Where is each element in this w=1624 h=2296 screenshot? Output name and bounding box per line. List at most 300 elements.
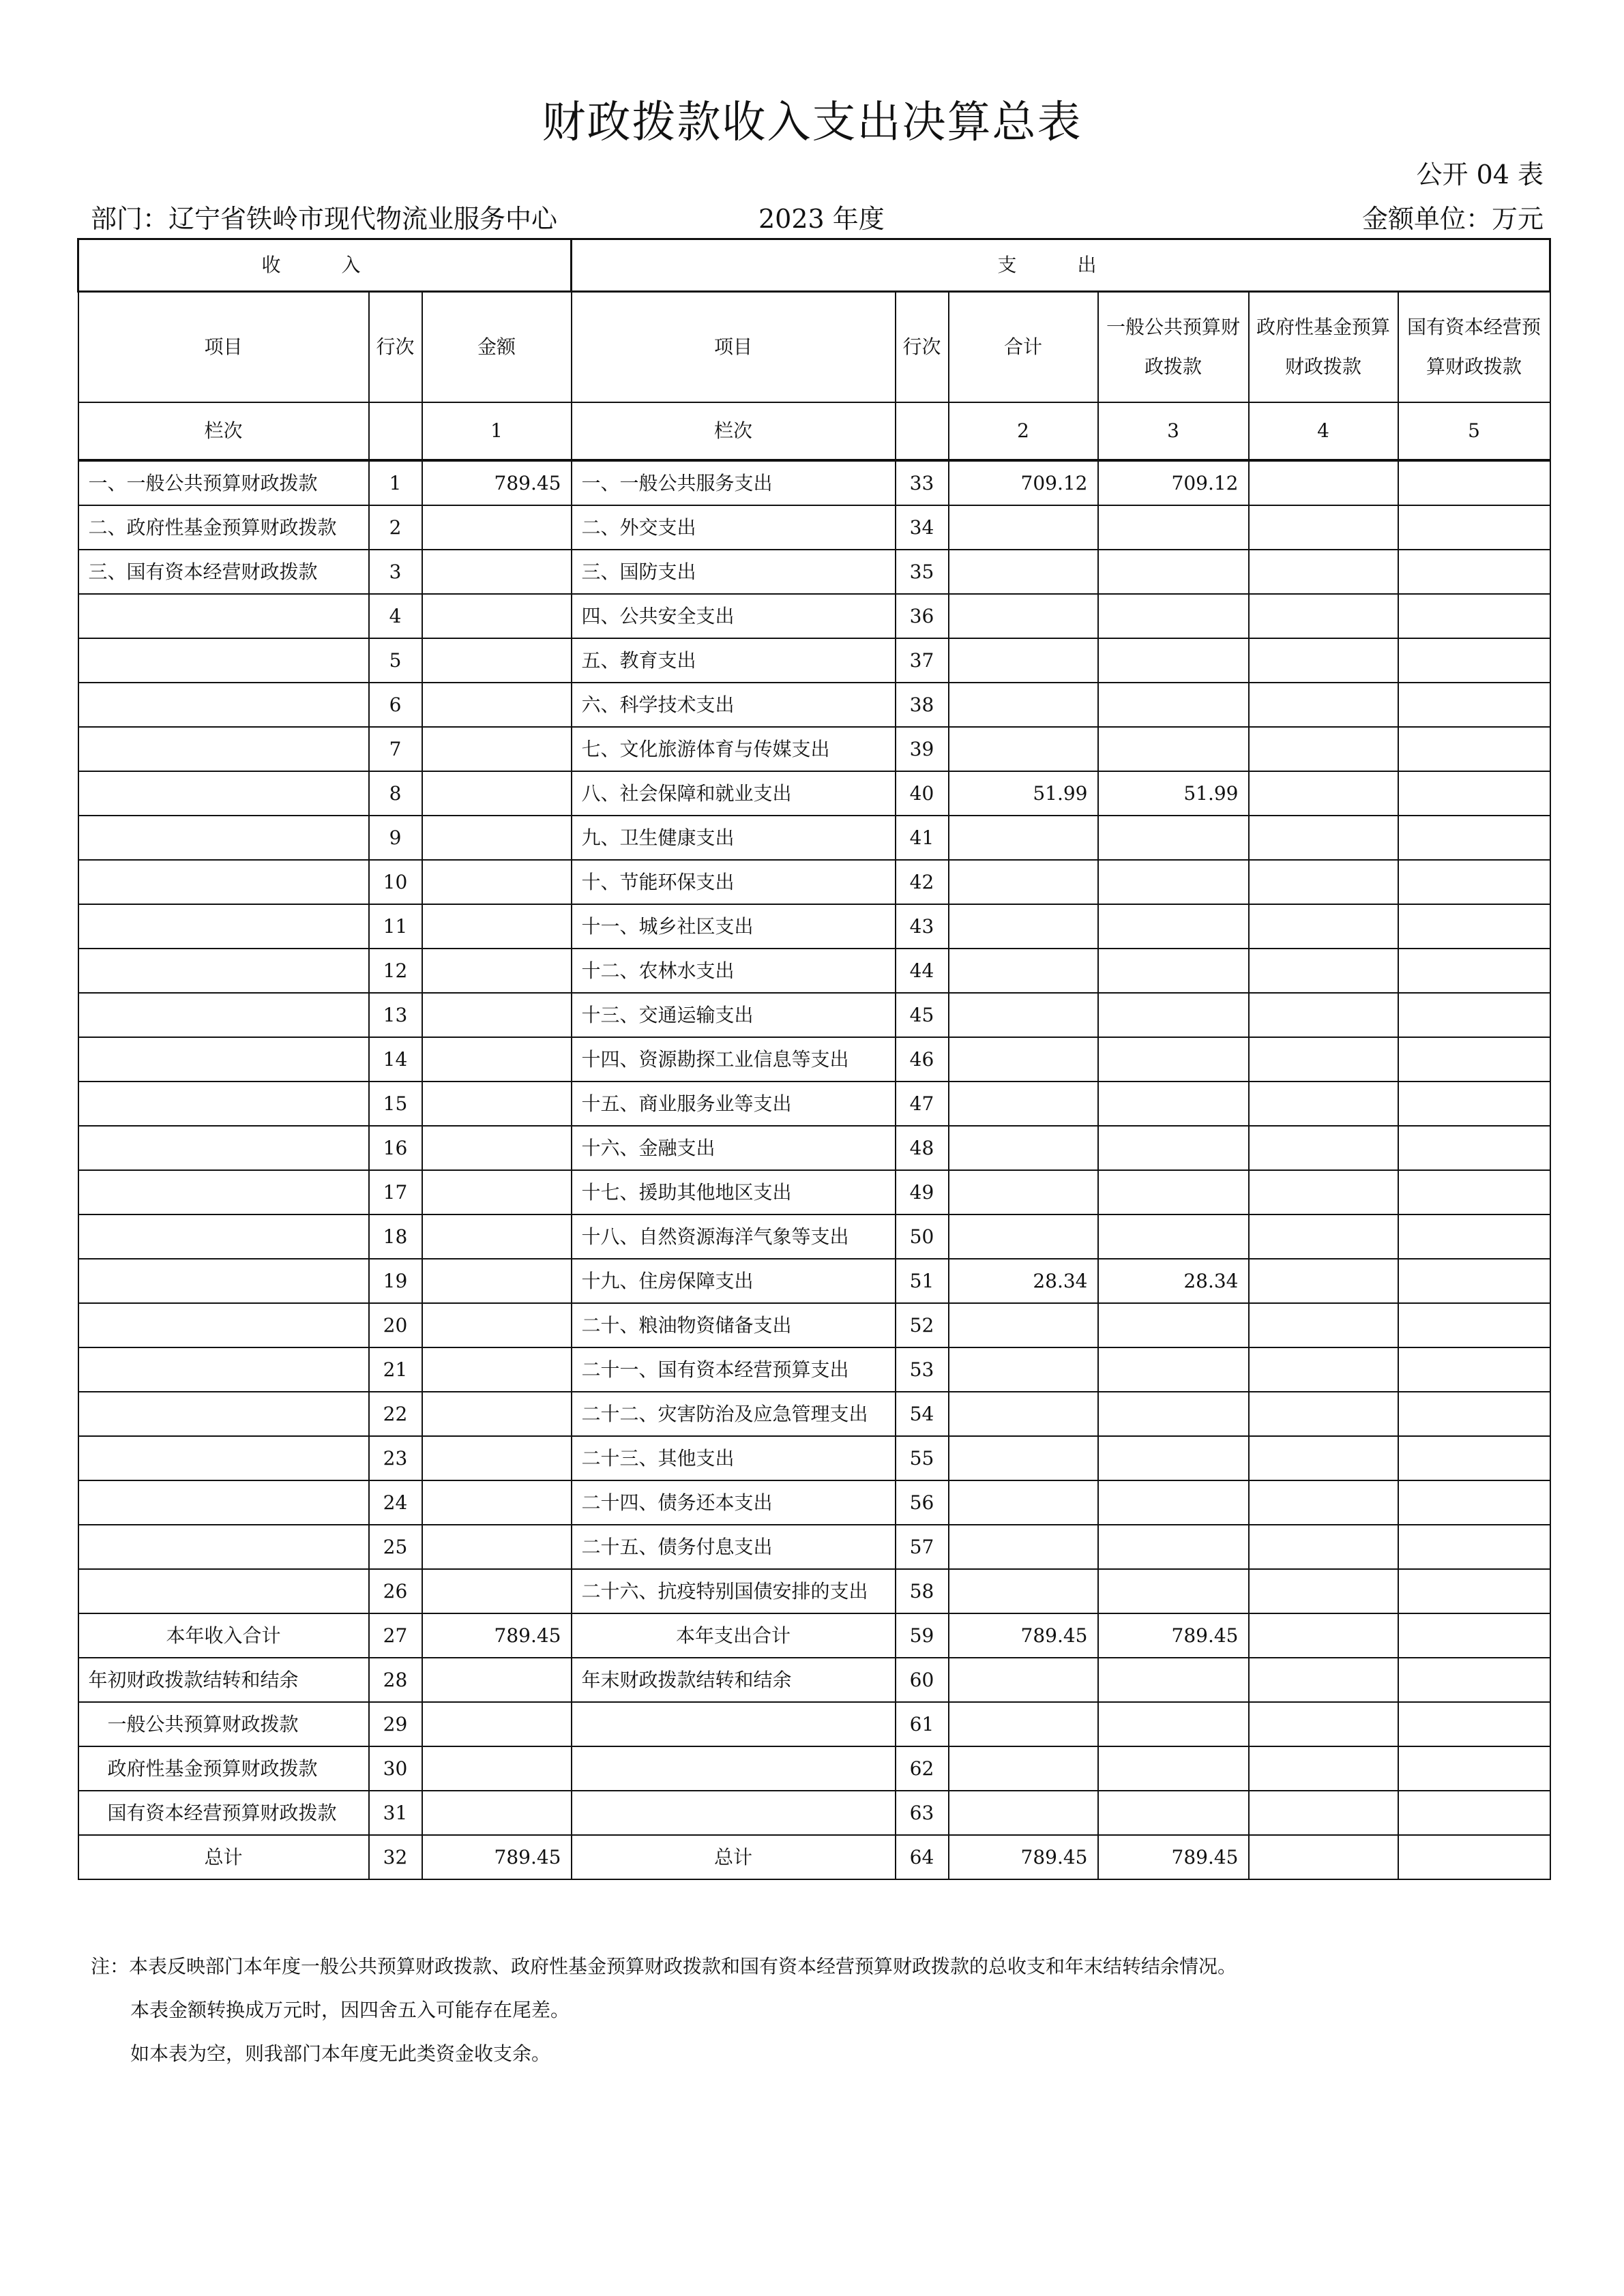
fund-budget-amount [1249,1746,1398,1791]
fund-budget-amount [1249,683,1398,727]
general-budget-amount [1098,638,1249,683]
fund-budget-amount [1249,638,1398,683]
page-title: 财政拨款收入支出决算总表 [542,98,1082,148]
header-income-amount: 金额 [422,292,572,403]
income-item: 总计 [78,1835,369,1879]
state-capital-amount [1398,1702,1550,1746]
expense-total [949,1037,1098,1082]
income-row-no: 15 [369,1082,422,1126]
income-row-no: 13 [369,993,422,1037]
expense-total [949,727,1098,771]
table-row [78,904,1550,949]
fund-budget-amount [1249,594,1398,638]
expense-row-no: 39 [896,727,949,771]
income-amount [422,1259,572,1303]
expense-item: 十三、交通运输支出 [572,993,896,1037]
income-item: 年初财政拨款结转和结余 [78,1658,369,1702]
expense-item: 十七、援助其他地区支出 [572,1170,896,1214]
header-total: 合计 [949,292,1098,403]
fund-budget-amount [1249,1082,1398,1126]
expense-item: 年末财政拨款结转和结余 [572,1658,896,1702]
fund-budget-amount [1249,993,1398,1037]
state-capital-amount [1398,505,1550,550]
expense-row-no: 40 [896,771,949,816]
income-amount [422,1037,572,1082]
expense-item: 本年支出合计 [572,1613,896,1658]
expense-row-no: 38 [896,683,949,727]
expense-item: 二十五、债务付息支出 [572,1525,896,1569]
expense-row-no: 36 [896,594,949,638]
expense-item: 二十、粮油物资储备支出 [572,1303,896,1347]
income-row-no: 31 [369,1791,422,1835]
state-capital-amount [1398,816,1550,860]
table-row [78,1569,1550,1613]
income-amount: 789.45 [422,1835,572,1879]
income-item [78,1170,369,1214]
state-capital-amount [1398,993,1550,1037]
fund-budget-amount [1249,1835,1398,1879]
state-capital-amount [1398,1436,1550,1480]
general-budget-amount [1098,594,1249,638]
expense-total [949,1170,1098,1214]
expense-total [949,1702,1098,1746]
expense-item: 二十二、灾害防治及应急管理支出 [572,1392,896,1436]
state-capital-amount [1398,904,1550,949]
table-row [78,816,1550,860]
table-row [78,638,1550,683]
income-amount [422,1702,572,1746]
expense-total [949,904,1098,949]
expense-total: 789.45 [949,1835,1098,1879]
income-item [78,1569,369,1613]
expense-row-no: 35 [896,550,949,594]
expense-total [949,1791,1098,1835]
expense-item [572,1746,896,1791]
header-state-capital: 国有资本经营预算财政拨款 [1398,292,1550,403]
income-row-no: 22 [369,1392,422,1436]
fund-budget-amount [1249,949,1398,993]
fund-budget-amount [1249,1259,1398,1303]
state-capital-amount [1398,949,1550,993]
income-item: 二、政府性基金预算财政拨款 [78,505,369,550]
expense-total [949,594,1098,638]
general-budget-amount [1098,1347,1249,1392]
income-row-no: 7 [369,727,422,771]
general-budget-amount [1098,550,1249,594]
expense-item: 总计 [572,1835,896,1879]
expense-total [949,505,1098,550]
income-amount [422,860,572,904]
section-header-row [78,239,1550,292]
general-budget-amount [1098,1746,1249,1791]
income-amount [422,1170,572,1214]
table-row [78,1480,1550,1525]
col-number-3: 3 [1098,402,1249,460]
col-label-left: 栏次 [78,402,369,460]
column-header-row [78,292,1550,403]
expense-total [949,1525,1098,1569]
income-item [78,1303,369,1347]
general-budget-amount [1098,993,1249,1037]
table-row [78,505,1550,550]
expense-item: 八、社会保障和就业支出 [572,771,896,816]
table-row [78,1126,1550,1170]
expense-total [949,1436,1098,1480]
table-row [78,594,1550,638]
table-row [78,1436,1550,1480]
state-capital-amount [1398,1613,1550,1658]
col-number-5: 5 [1398,402,1550,460]
general-budget-amount [1098,860,1249,904]
expense-row-no: 43 [896,904,949,949]
income-row-no: 2 [369,505,422,550]
income-row-no: 28 [369,1658,422,1702]
fund-budget-amount [1249,816,1398,860]
income-amount [422,816,572,860]
table-row [78,1525,1550,1569]
income-amount [422,683,572,727]
fund-budget-amount [1249,1658,1398,1702]
income-item: 国有资本经营预算财政拨款 [78,1791,369,1835]
state-capital-amount [1398,683,1550,727]
table-row [78,1392,1550,1436]
expense-item: 十六、金融支出 [572,1126,896,1170]
expense-item: 十八、自然资源海洋气象等支出 [572,1214,896,1259]
expense-total [949,1569,1098,1613]
general-budget-amount [1098,1126,1249,1170]
general-budget-amount [1098,1658,1249,1702]
table-row [78,1746,1550,1791]
footnotes [91,1945,1237,2076]
income-amount: 789.45 [422,1613,572,1658]
income-item [78,638,369,683]
income-item [78,1525,369,1569]
income-amount [422,1525,572,1569]
income-item: 一般公共预算财政拨款 [78,1702,369,1746]
income-row-no: 1 [369,460,422,505]
table-row [78,1613,1550,1658]
income-item [78,1392,369,1436]
expense-total [949,1082,1098,1126]
note-line: 本表金额转换成万元时，因四舍五入可能存在尾差。 [130,1999,570,2021]
state-capital-amount [1398,1658,1550,1702]
general-budget-amount: 789.45 [1098,1835,1249,1879]
income-amount [422,1746,572,1791]
expense-total [949,638,1098,683]
expense-row-no: 55 [896,1436,949,1480]
income-row-no: 5 [369,638,422,683]
income-item [78,1082,369,1126]
header-expense-item: 项目 [572,292,896,403]
income-row-no: 18 [369,1214,422,1259]
income-row-no: 24 [369,1480,422,1525]
income-item [78,1480,369,1525]
income-row-no: 9 [369,816,422,860]
income-row-no: 10 [369,860,422,904]
general-budget-amount: 709.12 [1098,460,1249,505]
expense-total [949,1303,1098,1347]
expense-total [949,1392,1098,1436]
general-budget-amount [1098,683,1249,727]
fund-budget-amount [1249,1569,1398,1613]
expense-item: 十、节能环保支出 [572,860,896,904]
income-amount [422,1436,572,1480]
income-item: 一、一般公共预算财政拨款 [78,460,369,505]
table-row [78,949,1550,993]
income-item [78,594,369,638]
general-budget-amount [1098,727,1249,771]
header-fund-budget: 政府性基金预算财政拨款 [1249,292,1398,403]
expense-item: 一、一般公共服务支出 [572,460,896,505]
income-amount [422,1480,572,1525]
table-row [78,1702,1550,1746]
general-budget-amount [1098,1791,1249,1835]
income-item: 本年收入合计 [78,1613,369,1658]
expense-row-no: 51 [896,1259,949,1303]
department-label: 部门：辽宁省铁岭市现代物流业服务中心 [91,204,558,234]
expense-total [949,993,1098,1037]
note-line: 如本表为空，则我部门本年度无此类资金收支余。 [130,2042,551,2065]
state-capital-amount [1398,1480,1550,1525]
income-row-no: 27 [369,1613,422,1658]
fund-budget-amount [1249,1702,1398,1746]
income-amount [422,594,572,638]
state-capital-amount [1398,1525,1550,1569]
income-item [78,1259,369,1303]
state-capital-amount [1398,860,1550,904]
state-capital-amount [1398,460,1550,505]
expense-row-no: 58 [896,1569,949,1613]
expense-row-no: 47 [896,1082,949,1126]
income-row-no: 4 [369,594,422,638]
expense-row-no: 49 [896,1170,949,1214]
section-expense: 支 出 [572,239,1550,292]
fund-budget-amount [1249,1303,1398,1347]
income-amount [422,1126,572,1170]
table-row [78,727,1550,771]
expense-total [949,683,1098,727]
income-row-no: 6 [369,683,422,727]
table-row [78,1658,1550,1702]
income-item: 三、国有资本经营财政拨款 [78,550,369,594]
state-capital-amount [1398,1835,1550,1879]
state-capital-amount [1398,1126,1550,1170]
fund-budget-amount [1249,1480,1398,1525]
expense-total [949,1126,1098,1170]
income-item [78,727,369,771]
col-number-2: 2 [949,402,1098,460]
expense-total [949,1214,1098,1259]
note-line: 注：本表反映部门本年度一般公共预算财政拨款、政府性基金预算财政拨款和国有资本经营预算财政拨款的总收支和年末结转结余情况。 [91,1955,1237,1978]
income-amount [422,1303,572,1347]
income-amount [422,505,572,550]
income-item [78,816,369,860]
table-row [78,1170,1550,1214]
fund-budget-amount [1249,460,1398,505]
fund-budget-amount [1249,1170,1398,1214]
general-budget-amount [1098,1569,1249,1613]
income-row-no: 16 [369,1126,422,1170]
income-amount [422,1658,572,1702]
expense-total [949,1480,1098,1525]
income-row-no: 30 [369,1746,422,1791]
col-blank [896,402,949,460]
fund-budget-amount [1249,1037,1398,1082]
income-row-no: 32 [369,1835,422,1879]
fund-budget-amount [1249,860,1398,904]
table-row [78,1791,1550,1835]
fund-budget-amount [1249,1791,1398,1835]
col-blank [369,402,422,460]
income-row-no: 20 [369,1303,422,1347]
income-amount [422,727,572,771]
expense-total [949,1658,1098,1702]
income-item [78,860,369,904]
income-amount [422,1392,572,1436]
income-row-no: 21 [369,1347,422,1392]
income-row-no: 29 [369,1702,422,1746]
income-amount [422,1569,572,1613]
income-item [78,904,369,949]
expense-row-no: 41 [896,816,949,860]
income-amount [422,993,572,1037]
income-item [78,1347,369,1392]
fund-budget-amount [1249,1613,1398,1658]
income-row-no: 8 [369,771,422,816]
general-budget-amount [1098,1303,1249,1347]
expense-row-no: 57 [896,1525,949,1569]
state-capital-amount [1398,594,1550,638]
fund-budget-amount [1249,505,1398,550]
expense-item: 十二、农林水支出 [572,949,896,993]
expense-row-no: 63 [896,1791,949,1835]
expense-total: 51.99 [949,771,1098,816]
general-budget-amount [1098,904,1249,949]
general-budget-amount: 51.99 [1098,771,1249,816]
expense-item: 十九、住房保障支出 [572,1259,896,1303]
expense-row-no: 37 [896,638,949,683]
fund-budget-amount [1249,1126,1398,1170]
table-row [78,771,1550,816]
expense-total [949,860,1098,904]
expense-row-no: 33 [896,460,949,505]
income-amount [422,1347,572,1392]
income-row-no: 25 [369,1525,422,1569]
expense-item: 二十四、债务还本支出 [572,1480,896,1525]
expense-total [949,949,1098,993]
income-amount [422,1214,572,1259]
header-income-item: 项目 [78,292,369,403]
income-item [78,1126,369,1170]
section-income: 收 入 [78,239,572,292]
income-item [78,1214,369,1259]
income-row-no: 14 [369,1037,422,1082]
general-budget-amount [1098,949,1249,993]
income-row-no: 23 [369,1436,422,1480]
income-row-no: 26 [369,1569,422,1613]
general-budget-amount [1098,1525,1249,1569]
table-row [78,683,1550,727]
income-row-no: 12 [369,949,422,993]
state-capital-amount [1398,1791,1550,1835]
expense-item: 二、外交支出 [572,505,896,550]
expense-total [949,550,1098,594]
expense-row-no: 59 [896,1613,949,1658]
fund-budget-amount [1249,727,1398,771]
fiscal-summary-table [77,238,1551,1880]
expense-total [949,1746,1098,1791]
income-amount [422,1082,572,1126]
income-amount [422,550,572,594]
state-capital-amount [1398,1259,1550,1303]
income-row-no: 11 [369,904,422,949]
header-expense-row-no: 行次 [896,292,949,403]
general-budget-amount [1098,1702,1249,1746]
state-capital-amount [1398,1037,1550,1082]
expense-item [572,1702,896,1746]
income-amount [422,949,572,993]
income-amount [422,638,572,683]
expense-item: 十四、资源勘探工业信息等支出 [572,1037,896,1082]
table-row [78,460,1550,505]
expense-item: 九、卫生健康支出 [572,816,896,860]
col-number-1: 1 [422,402,572,460]
expense-item: 十一、城乡社区支出 [572,904,896,949]
general-budget-amount [1098,1082,1249,1126]
fund-budget-amount [1249,550,1398,594]
form-number: 公开 04 表 [1416,160,1544,190]
table-row [78,1347,1550,1392]
expense-item: 五、教育支出 [572,638,896,683]
expense-row-no: 53 [896,1347,949,1392]
column-number-row [78,402,1550,460]
table-row [78,993,1550,1037]
state-capital-amount [1398,1214,1550,1259]
expense-total: 789.45 [949,1613,1098,1658]
income-row-no: 3 [369,550,422,594]
expense-row-no: 34 [896,505,949,550]
table-row [78,1303,1550,1347]
income-item: 政府性基金预算财政拨款 [78,1746,369,1791]
state-capital-amount [1398,1303,1550,1347]
expense-row-no: 44 [896,949,949,993]
col-number-4: 4 [1249,402,1398,460]
expense-item: 七、文化旅游体育与传媒支出 [572,727,896,771]
table-row [78,860,1550,904]
general-budget-amount [1098,505,1249,550]
expense-item: 三、国防支出 [572,550,896,594]
expense-item [572,1791,896,1835]
fund-budget-amount [1249,1214,1398,1259]
general-budget-amount [1098,1214,1249,1259]
income-item [78,771,369,816]
expense-item: 四、公共安全支出 [572,594,896,638]
income-item [78,949,369,993]
expense-total [949,1347,1098,1392]
header-income-row-no: 行次 [369,292,422,403]
expense-total [949,816,1098,860]
income-item [78,1436,369,1480]
general-budget-amount [1098,1392,1249,1436]
state-capital-amount [1398,1746,1550,1791]
fiscal-year: 2023 年度 [758,204,885,234]
state-capital-amount [1398,550,1550,594]
income-row-no: 19 [369,1259,422,1303]
fund-budget-amount [1249,1436,1398,1480]
expense-row-no: 61 [896,1702,949,1746]
state-capital-amount [1398,771,1550,816]
income-item [78,683,369,727]
